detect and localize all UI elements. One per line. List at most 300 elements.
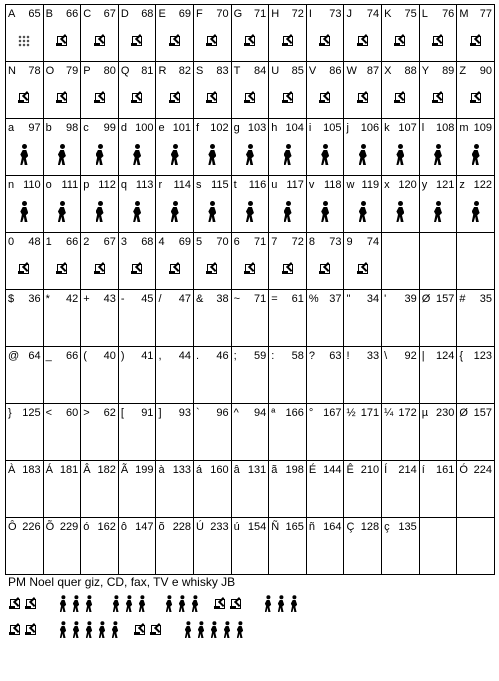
glyph-cell xyxy=(457,62,495,119)
cell-label xyxy=(459,407,492,419)
cell-label xyxy=(121,521,154,533)
cell-label xyxy=(83,464,116,476)
cell-char: Ø xyxy=(459,407,468,419)
figure-glyph-icon xyxy=(123,595,134,613)
cell-code: 79 xyxy=(65,65,79,77)
cell-label xyxy=(346,293,379,305)
cell-char: K xyxy=(384,8,392,20)
cell-char: ç xyxy=(384,521,390,533)
cell-char: Õ xyxy=(45,521,55,533)
glyph-cell xyxy=(118,5,156,62)
cell-label xyxy=(158,464,191,476)
glyph-cell xyxy=(457,461,495,518)
cell-label xyxy=(309,65,342,77)
glyph-cell xyxy=(6,62,44,119)
cell-char: 7 xyxy=(271,236,278,248)
cell-code: 112 xyxy=(98,179,116,191)
cell-label xyxy=(234,407,267,419)
glyph-cell xyxy=(194,290,232,347)
cell-char: ` xyxy=(196,407,200,419)
missing-glyph-icon xyxy=(358,93,368,103)
cell-char: { xyxy=(459,350,463,362)
cell-char: V xyxy=(308,65,317,77)
cell-label xyxy=(234,464,267,476)
figure-glyph-icon xyxy=(17,201,31,223)
glyph-cell xyxy=(306,5,344,62)
glyph-cell xyxy=(231,347,269,404)
glyph-cell xyxy=(194,5,232,62)
glyph-cell xyxy=(156,461,194,518)
glyph-cell xyxy=(382,233,420,290)
glyph-cell xyxy=(344,404,382,461)
cell-char: ó xyxy=(83,521,90,533)
cell-char: h xyxy=(271,122,278,134)
figure-glyph-icon xyxy=(109,621,120,639)
cell-code: 144 xyxy=(323,464,342,476)
figure-glyph-icon xyxy=(57,595,68,613)
glyph-cell xyxy=(382,347,420,404)
glyph-cell xyxy=(43,5,81,62)
cell-label xyxy=(422,293,455,305)
glyph-cell xyxy=(6,404,44,461)
cell-label xyxy=(459,122,492,134)
cell-label xyxy=(196,179,229,191)
cell-code: 133 xyxy=(172,464,192,476)
cell-label xyxy=(384,464,417,476)
glyph-cell xyxy=(156,347,194,404)
cell-label xyxy=(234,179,267,191)
glyph-cell xyxy=(156,404,194,461)
cell-label xyxy=(46,464,79,476)
cell-char: á xyxy=(196,464,203,476)
cell-code: 96 xyxy=(216,407,229,419)
figure-glyph-icon xyxy=(243,201,257,223)
sample-caption: PM Noel quer giz, CD, fax, TV e whisky JB xyxy=(8,575,236,589)
figure-glyph-icon xyxy=(110,595,121,613)
cell-code: 199 xyxy=(135,464,154,476)
cell-char: # xyxy=(459,293,466,305)
figure-glyph-icon xyxy=(356,144,370,166)
glyph-cell xyxy=(6,347,44,404)
cell-label xyxy=(346,236,379,248)
glyph-cell xyxy=(457,290,495,347)
cell-code: 88 xyxy=(404,65,417,77)
cell-code: 82 xyxy=(178,65,192,77)
cell-char: ã xyxy=(271,464,278,476)
glyph-cell xyxy=(43,233,81,290)
cell-label xyxy=(196,236,229,248)
cell-char: M xyxy=(459,8,469,20)
cell-char: _ xyxy=(45,350,52,362)
cell-label xyxy=(46,122,79,134)
cell-char: ! xyxy=(346,350,350,362)
glyph-cell xyxy=(344,233,382,290)
cell-label xyxy=(158,65,191,77)
glyph-cell xyxy=(81,290,119,347)
glyph-cell xyxy=(81,461,119,518)
glyph-cell xyxy=(269,176,307,233)
cell-label xyxy=(346,65,379,77)
glyph-cell xyxy=(43,176,81,233)
cell-code: 84 xyxy=(254,65,267,77)
cell-char: p xyxy=(83,179,90,191)
figure-glyph-icon xyxy=(243,144,257,166)
figure-glyph-icon xyxy=(70,621,81,639)
glyph-cell xyxy=(6,233,44,290)
missing-glyph-icon xyxy=(245,93,255,103)
cell-code: 228 xyxy=(172,521,192,533)
cell-label xyxy=(46,293,79,305)
cell-code: 60 xyxy=(65,407,79,419)
cell-code: 124 xyxy=(435,350,455,362)
cell-label xyxy=(83,179,116,191)
cell-char: ô xyxy=(120,521,127,533)
cell-label xyxy=(8,521,41,533)
cell-char: ? xyxy=(308,350,315,362)
grid-row xyxy=(6,518,495,575)
cell-label xyxy=(121,236,154,248)
glyph-cell xyxy=(344,119,382,176)
cell-char: D xyxy=(120,8,129,20)
cell-label xyxy=(459,350,492,362)
cell-char: ¼ xyxy=(384,407,394,419)
cell-label xyxy=(46,350,79,362)
cell-char: Ê xyxy=(346,464,354,476)
figure-glyph-icon xyxy=(195,621,206,639)
cell-code: 48 xyxy=(28,236,41,248)
cell-char: Á xyxy=(45,464,53,476)
missing-glyph-icon xyxy=(170,93,180,103)
cell-char: µ xyxy=(421,407,429,419)
cell-char: B xyxy=(45,8,53,20)
cell-char: â xyxy=(233,464,240,476)
glyph-cell xyxy=(306,119,344,176)
glyph-cell xyxy=(43,119,81,176)
cell-label xyxy=(234,65,267,77)
missing-glyph-icon xyxy=(26,625,36,635)
cell-label xyxy=(422,8,455,20)
cell-char: L xyxy=(421,8,428,20)
cell-char: F xyxy=(196,8,203,20)
cell-char: J xyxy=(346,8,352,20)
glyph-cell xyxy=(344,518,382,575)
cell-char: g xyxy=(233,122,240,134)
cell-label xyxy=(422,179,455,191)
cell-label xyxy=(196,350,229,362)
cell-char: à xyxy=(158,464,165,476)
glyph-cell xyxy=(43,404,81,461)
cell-char: O xyxy=(45,65,55,77)
cell-label xyxy=(384,122,417,134)
cell-char: [ xyxy=(120,407,124,419)
cell-label xyxy=(158,8,191,20)
cell-code: 62 xyxy=(103,407,116,419)
cell-label xyxy=(384,65,417,77)
cell-char: . xyxy=(196,350,200,362)
cell-char: | xyxy=(421,350,425,362)
missing-glyph-icon xyxy=(433,93,443,103)
missing-glyph-icon xyxy=(320,36,330,46)
glyph-cell xyxy=(269,404,307,461)
cell-code: 66 xyxy=(65,8,79,20)
cell-char: Ô xyxy=(8,521,17,533)
missing-glyph-icon xyxy=(57,36,67,46)
cell-char: 4 xyxy=(158,236,165,248)
cell-code: 69 xyxy=(178,8,192,20)
missing-glyph-icon xyxy=(132,264,142,274)
glyph-cell xyxy=(81,119,119,176)
glyph-cell xyxy=(231,404,269,461)
glyph-cell xyxy=(306,461,344,518)
cell-char: W xyxy=(346,65,357,77)
cell-label xyxy=(46,8,79,20)
cell-code: 115 xyxy=(211,179,229,191)
missing-glyph-icon xyxy=(95,36,105,46)
cell-label xyxy=(234,236,267,248)
cell-char: > xyxy=(83,407,90,419)
cell-label xyxy=(422,407,455,419)
cell-char: s xyxy=(196,179,202,191)
figure-glyph-icon xyxy=(55,144,69,166)
cell-label xyxy=(309,179,342,191)
cell-char: Q xyxy=(120,65,130,77)
cell-label xyxy=(8,65,41,77)
cell-label xyxy=(8,122,41,134)
glyph-cell xyxy=(194,233,232,290)
cell-code: 198 xyxy=(285,464,304,476)
figure-glyph-icon xyxy=(93,144,107,166)
cell-char: f xyxy=(196,122,200,134)
figure-glyph-icon xyxy=(205,144,219,166)
figure-glyph-icon xyxy=(163,595,174,613)
figure-glyph-icon xyxy=(431,201,445,223)
cell-label xyxy=(271,8,304,20)
cell-char: w xyxy=(346,179,355,191)
cell-code: 109 xyxy=(473,122,492,134)
cell-code: 38 xyxy=(216,293,229,305)
cell-label xyxy=(271,407,304,419)
cell-code: 42 xyxy=(65,293,79,305)
cell-char: < xyxy=(45,407,53,419)
cell-label xyxy=(384,293,417,305)
cell-char: 1 xyxy=(45,236,52,248)
cell-char: Z xyxy=(459,65,467,77)
cell-code: 210 xyxy=(360,464,380,476)
cell-code: 110 xyxy=(23,179,41,191)
glyph-cell xyxy=(419,5,457,62)
figure-glyph-icon xyxy=(356,201,370,223)
glyph-cell xyxy=(382,290,420,347)
cell-code: 44 xyxy=(178,350,192,362)
glyph-cell xyxy=(382,404,420,461)
cell-label xyxy=(384,350,417,362)
cell-label xyxy=(234,521,267,533)
glyph-cell xyxy=(156,233,194,290)
cell-code: 34 xyxy=(366,293,380,305)
cell-char: / xyxy=(158,293,162,305)
glyph-cell xyxy=(457,233,495,290)
cell-code: 73 xyxy=(329,236,342,248)
cell-char: P xyxy=(83,65,91,77)
figure-glyph-icon xyxy=(168,201,182,223)
cell-code: 69 xyxy=(178,236,192,248)
grid-row xyxy=(6,62,495,119)
cell-code: 97 xyxy=(28,122,41,134)
glyph-cell xyxy=(231,233,269,290)
cell-char: } xyxy=(8,407,12,419)
cell-char: c xyxy=(83,122,89,134)
figure-glyph-icon xyxy=(469,144,483,166)
cell-label xyxy=(158,350,191,362)
cell-code: 229 xyxy=(59,521,79,533)
grid-row xyxy=(6,290,495,347)
glyph-cell xyxy=(269,5,307,62)
glyph-cell xyxy=(43,518,81,575)
cell-code: 135 xyxy=(398,521,417,533)
cell-char: Ñ xyxy=(271,521,280,533)
cell-label xyxy=(309,8,342,20)
glyph-cell xyxy=(382,62,420,119)
glyph-cell xyxy=(81,347,119,404)
glyph-cell xyxy=(81,5,119,62)
cell-code: 167 xyxy=(323,407,342,419)
cell-char: U xyxy=(271,65,280,77)
glyph-cell xyxy=(231,5,269,62)
cell-label xyxy=(271,65,304,77)
missing-glyph-icon xyxy=(283,93,293,103)
cell-char: , xyxy=(158,350,162,362)
cell-code: 43 xyxy=(103,293,116,305)
cell-label xyxy=(271,179,304,191)
cell-code: 102 xyxy=(210,122,229,134)
cell-char: N xyxy=(8,65,16,77)
cell-char: z xyxy=(459,179,465,191)
cell-label xyxy=(121,65,154,77)
cell-char: A xyxy=(8,8,16,20)
missing-glyph-icon xyxy=(207,36,217,46)
cell-char: 6 xyxy=(233,236,240,248)
glyph-cell xyxy=(306,404,344,461)
cell-code: 47 xyxy=(178,293,192,305)
grid-row xyxy=(6,119,495,176)
glyph-cell xyxy=(194,461,232,518)
dots-glyph-icon xyxy=(18,35,30,47)
missing-glyph-icon xyxy=(207,93,217,103)
missing-glyph-icon xyxy=(207,264,217,274)
cell-code: 103 xyxy=(247,122,267,134)
grid-row xyxy=(6,176,495,233)
figure-glyph-icon xyxy=(262,595,273,613)
cell-label xyxy=(459,293,492,305)
cell-char: $ xyxy=(8,293,15,305)
figure-glyph-icon xyxy=(136,595,147,613)
cell-code: 76 xyxy=(442,8,455,20)
cell-code: 101 xyxy=(172,122,192,134)
cell-label xyxy=(8,464,41,476)
cell-label xyxy=(158,293,191,305)
cell-label xyxy=(422,122,455,134)
cell-code: 81 xyxy=(141,65,154,77)
cell-label xyxy=(46,407,79,419)
figure-glyph-icon xyxy=(234,621,245,639)
grid-row xyxy=(6,461,495,518)
cell-code: 71 xyxy=(254,8,267,20)
glyph-cell xyxy=(156,62,194,119)
cell-code: 100 xyxy=(135,122,154,134)
glyph-cell xyxy=(81,404,119,461)
figure-glyph-icon xyxy=(176,595,187,613)
cell-char: í xyxy=(421,464,425,476)
cell-char: ~ xyxy=(233,293,241,305)
glyph-cell xyxy=(269,347,307,404)
glyph-cell xyxy=(43,461,81,518)
cell-code: 65 xyxy=(28,8,41,20)
figure-glyph-icon xyxy=(281,144,295,166)
cell-code: 131 xyxy=(247,464,267,476)
cell-char: & xyxy=(196,293,204,305)
glyph-cell xyxy=(382,518,420,575)
cell-code: 93 xyxy=(178,407,192,419)
cell-label xyxy=(346,179,379,191)
cell-code: 67 xyxy=(103,8,116,20)
cell-label xyxy=(8,179,41,191)
glyph-cell xyxy=(118,518,156,575)
cell-code: 114 xyxy=(173,179,192,191)
cell-char: k xyxy=(384,122,390,134)
cell-code: 85 xyxy=(291,65,304,77)
cell-char: 3 xyxy=(120,236,127,248)
glyph-cell xyxy=(194,518,232,575)
cell-label xyxy=(196,521,229,533)
cell-label xyxy=(234,293,267,305)
glyph-cell xyxy=(6,461,44,518)
cell-label xyxy=(121,179,154,191)
cell-code: 230 xyxy=(435,407,455,419)
glyph-cell xyxy=(118,347,156,404)
glyph-cell xyxy=(269,461,307,518)
figure-glyph-icon xyxy=(70,595,81,613)
cell-code: 41 xyxy=(141,350,154,362)
cell-code: 77 xyxy=(479,8,492,20)
missing-glyph-icon xyxy=(132,93,142,103)
cell-char: l xyxy=(421,122,425,134)
figure-glyph-icon xyxy=(83,595,94,613)
cell-label xyxy=(309,521,342,533)
cell-char: x xyxy=(384,179,390,191)
cell-char: m xyxy=(459,122,469,134)
missing-glyph-icon xyxy=(283,36,293,46)
cell-code: 125 xyxy=(22,407,41,419)
cell-label xyxy=(346,350,379,362)
cell-char: 8 xyxy=(308,236,315,248)
cell-label xyxy=(121,8,154,20)
cell-code: 46 xyxy=(216,350,229,362)
cell-code: 165 xyxy=(285,521,304,533)
cell-code: 113 xyxy=(135,179,154,191)
cell-code: 105 xyxy=(323,122,342,134)
cell-char: Ó xyxy=(459,464,468,476)
cell-label xyxy=(46,521,79,533)
cell-char: e xyxy=(158,122,165,134)
glyph-cell xyxy=(231,119,269,176)
cell-label xyxy=(459,464,492,476)
cell-code: 118 xyxy=(323,179,342,191)
glyph-cell xyxy=(344,5,382,62)
glyph-cell xyxy=(419,176,457,233)
cell-code: 73 xyxy=(329,8,342,20)
cell-label xyxy=(83,293,116,305)
glyph-cell xyxy=(269,62,307,119)
